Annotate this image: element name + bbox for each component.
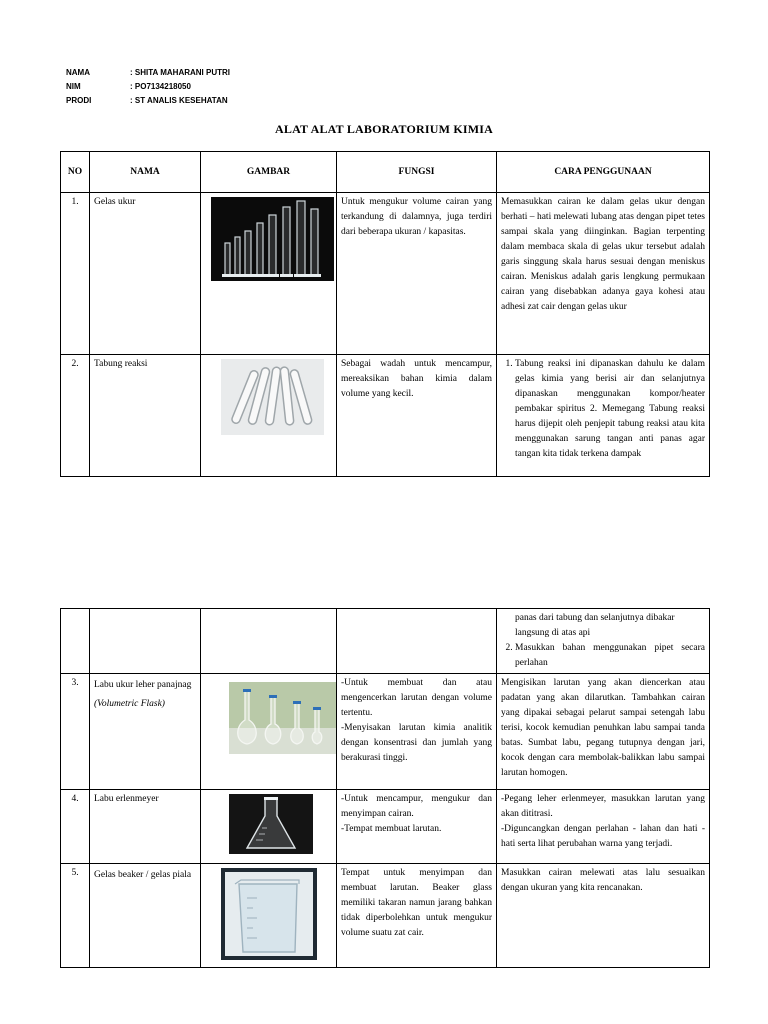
student-info: [66, 66, 230, 108]
cara-continuation: panas dari tabung dan selanjutnya dibakar langsung di atas api: [515, 613, 675, 638]
nama-italic: (Volumetric Flask): [94, 699, 165, 709]
fungsi-line: -Menyisakan larutan kimia analitik dengan konsentrasi dan jumlah yang berakurasi tinggi.: [341, 723, 492, 763]
table-row: [61, 790, 710, 864]
table-row: [61, 355, 710, 477]
prodi-label: PRODI: [66, 96, 92, 105]
row-gambar: [201, 864, 337, 968]
document-title: ALAT ALAT LABORATORIUM KIMIA: [275, 122, 493, 136]
row-nama: Gelas ukur: [90, 193, 201, 355]
nim-value: : PO7134218050: [130, 82, 191, 91]
row-nama: Tabung reaksi: [90, 355, 201, 477]
test-tube-image: [221, 359, 324, 435]
row-fungsi: Untuk mengukur volume cairan yang terkandung di dalamnya, juga terdiri dari beberapa ukuran / kapasitas.: [337, 193, 497, 355]
row-nama: Gelas beaker / gelas piala: [90, 864, 201, 968]
row-fungsi: [337, 674, 497, 790]
beaker-image: [221, 868, 317, 960]
row-nama: Labu erlenmeyer: [90, 790, 201, 864]
row-cara: Memasukkan cairan ke dalam gelas ukur dengan berhati – hati melewati lubang atas dengan pipet tetes sampai skala yang diinginkan. Bagian terpenting dalam membaca skala di gelas ukur tersebut adalah garis singgung skala harus sesuai dengan meniskus cairan. Meniskus adalah garis lengkung permukaan cairan yang disebabkan adanya gaya kohesi atau adhesi zat cair dengan gelas ukur: [497, 193, 710, 355]
row-no: 4.: [61, 790, 90, 864]
table-row: [61, 864, 710, 968]
table-row: [61, 193, 710, 355]
row-fungsi: Sebagai wadah untuk mencampur, mereaksikan bahan kimia dalam volume yang kecil.: [337, 355, 497, 477]
fungsi-line: -Tempat membuat larutan.: [341, 824, 442, 834]
row-no: 5.: [61, 864, 90, 968]
nama-value: : SHITA MAHARANI PUTRI: [130, 68, 230, 77]
lab-table-page-2: [60, 608, 710, 968]
row-fungsi: [337, 790, 497, 864]
cara-step: 2. Masukkan bahan menggunakan pipet secara perlahan: [515, 641, 705, 671]
col-header-gambar: GAMBAR: [201, 152, 337, 193]
erlenmeyer-flask-image: [229, 794, 313, 854]
row-gambar: [201, 193, 337, 355]
fungsi-line: -Untuk membuat dan atau mengencerkan larutan dengan volume tertentu.: [341, 678, 492, 718]
table-header-row: [61, 152, 710, 193]
nim-label: NIM: [66, 82, 81, 91]
prodi-value: : ST ANALIS KESEHATAN: [130, 96, 228, 105]
row-cara: Masukkan cairan melewati atas lalu sesuaikan dengan ukuran yang kita rencanakan.: [497, 864, 710, 968]
row-no: 2.: [61, 355, 90, 477]
row-cara: [497, 355, 710, 477]
row-gambar: [201, 355, 337, 477]
fungsi-line: -Untuk mencampur, mengukur dan menyimpan cairan.: [341, 794, 492, 819]
row-fungsi: Tempat untuk menyimpan dan membuat larutan. Beaker glass memiliki takaran namun jarang bahkan tidak diperbolehkan untuk mengukur volume suatu zat cair.: [337, 864, 497, 968]
col-header-nama: NAMA: [90, 152, 201, 193]
col-header-fungsi: FUNGSI: [337, 152, 497, 193]
lab-table-page-1: [60, 151, 710, 477]
col-header-cara: CARA PENGGUNAAN: [497, 152, 710, 193]
nama-label: NAMA: [66, 68, 90, 77]
col-header-no: NO: [61, 152, 90, 193]
row-no: 1.: [61, 193, 90, 355]
table-row: [61, 674, 710, 790]
row-gambar: [201, 790, 337, 864]
row-gambar: [201, 674, 337, 790]
row-cara: [497, 609, 710, 674]
row-cara: [497, 790, 710, 864]
cara-line: -Diguncangkan dengan perlahan - lahan dan hati - hati serta lihat perubahan warna yang terjadi.: [501, 824, 705, 849]
row-no: 3.: [61, 674, 90, 790]
row-nama: [90, 674, 201, 790]
cara-step: 1. Tabung reaksi ini dipanaskan dahulu ke dalam gelas kimia yang berisi air dan selanjutnya dipanaskan menggunakan kompor/heater pembakar spiritus 2. Memegang Tabung reaksi harus dijepit oleh penjepit tabung reaksi atau kita menggunakan sarung tangan anti panas agar tangan kita tidak terkena dampak: [515, 357, 705, 462]
row-cara: Mengisikan larutan yang akan diencerkan atau padatan yang akan dilarutkan. Tambahkan cairan yang dipakai sebagai pelarut sampai setengah labu terisi, kocok kemudian penuhkan labu sampai tanda batas. Sumbat labu, pegang tutupnya dengan jari, kocok dengan cara membolak-balikkan labu sampai larutan homogen.: [497, 674, 710, 790]
nama-text: Labu ukur leher panajnag: [94, 680, 192, 690]
volumetric-flask-image: [229, 682, 337, 754]
table-row: [61, 609, 710, 674]
graduated-cylinder-image: [211, 197, 334, 281]
cara-line: -Pegang leher erlenmeyer, masukkan larutan yang akan dititrasi.: [501, 794, 705, 819]
